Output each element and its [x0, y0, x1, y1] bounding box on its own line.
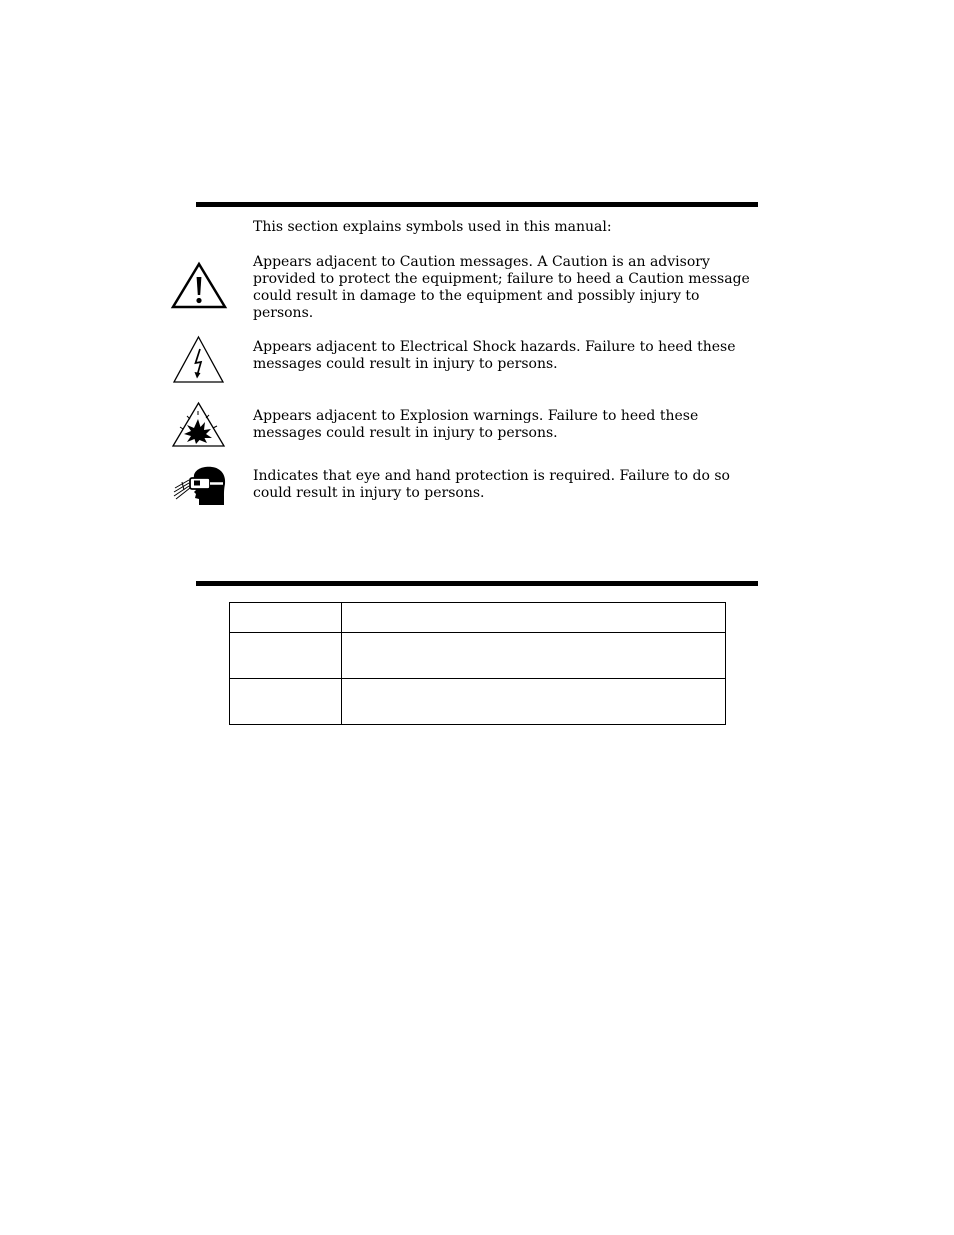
- electrical-shock-description: Appears adjacent to Electrical Shock hazards. Failure to heed these messages could result in injury to persons.: [253, 339, 736, 372]
- table-row: [230, 679, 726, 725]
- caution-triangle-icon: [170, 261, 228, 311]
- table-cell: [230, 603, 342, 633]
- table-cell: [230, 633, 342, 679]
- eye-hand-protection-description: Indicates that eye and hand protection is required. Failure to do so could result in injury to persons.: [253, 468, 730, 501]
- revision-table: [229, 602, 726, 725]
- caution-description: Appears adjacent to Caution messages. A Caution is an advisory provided to protect the equipment; failure to heed a Caution message could result in damage to the equipment and possibly injury to persons.: [253, 254, 750, 321]
- explosion-icon: [171, 401, 226, 449]
- section-rule-top: [196, 202, 758, 207]
- symbols-intro: This section explains symbols used in this manual:: [253, 219, 612, 235]
- table-row: [230, 633, 726, 679]
- eye-hand-protection-icon: [172, 465, 228, 509]
- section-rule-bottom: [196, 581, 758, 586]
- table-cell: [342, 633, 726, 679]
- electrical-shock-icon: [172, 335, 225, 385]
- table-cell: [230, 679, 342, 725]
- explosion-description: Appears adjacent to Explosion warnings. Failure to heed these messages could result in injury to persons.: [253, 408, 699, 441]
- table-cell: [342, 679, 726, 725]
- table-header-row: [230, 603, 726, 633]
- table-cell: [342, 603, 726, 633]
